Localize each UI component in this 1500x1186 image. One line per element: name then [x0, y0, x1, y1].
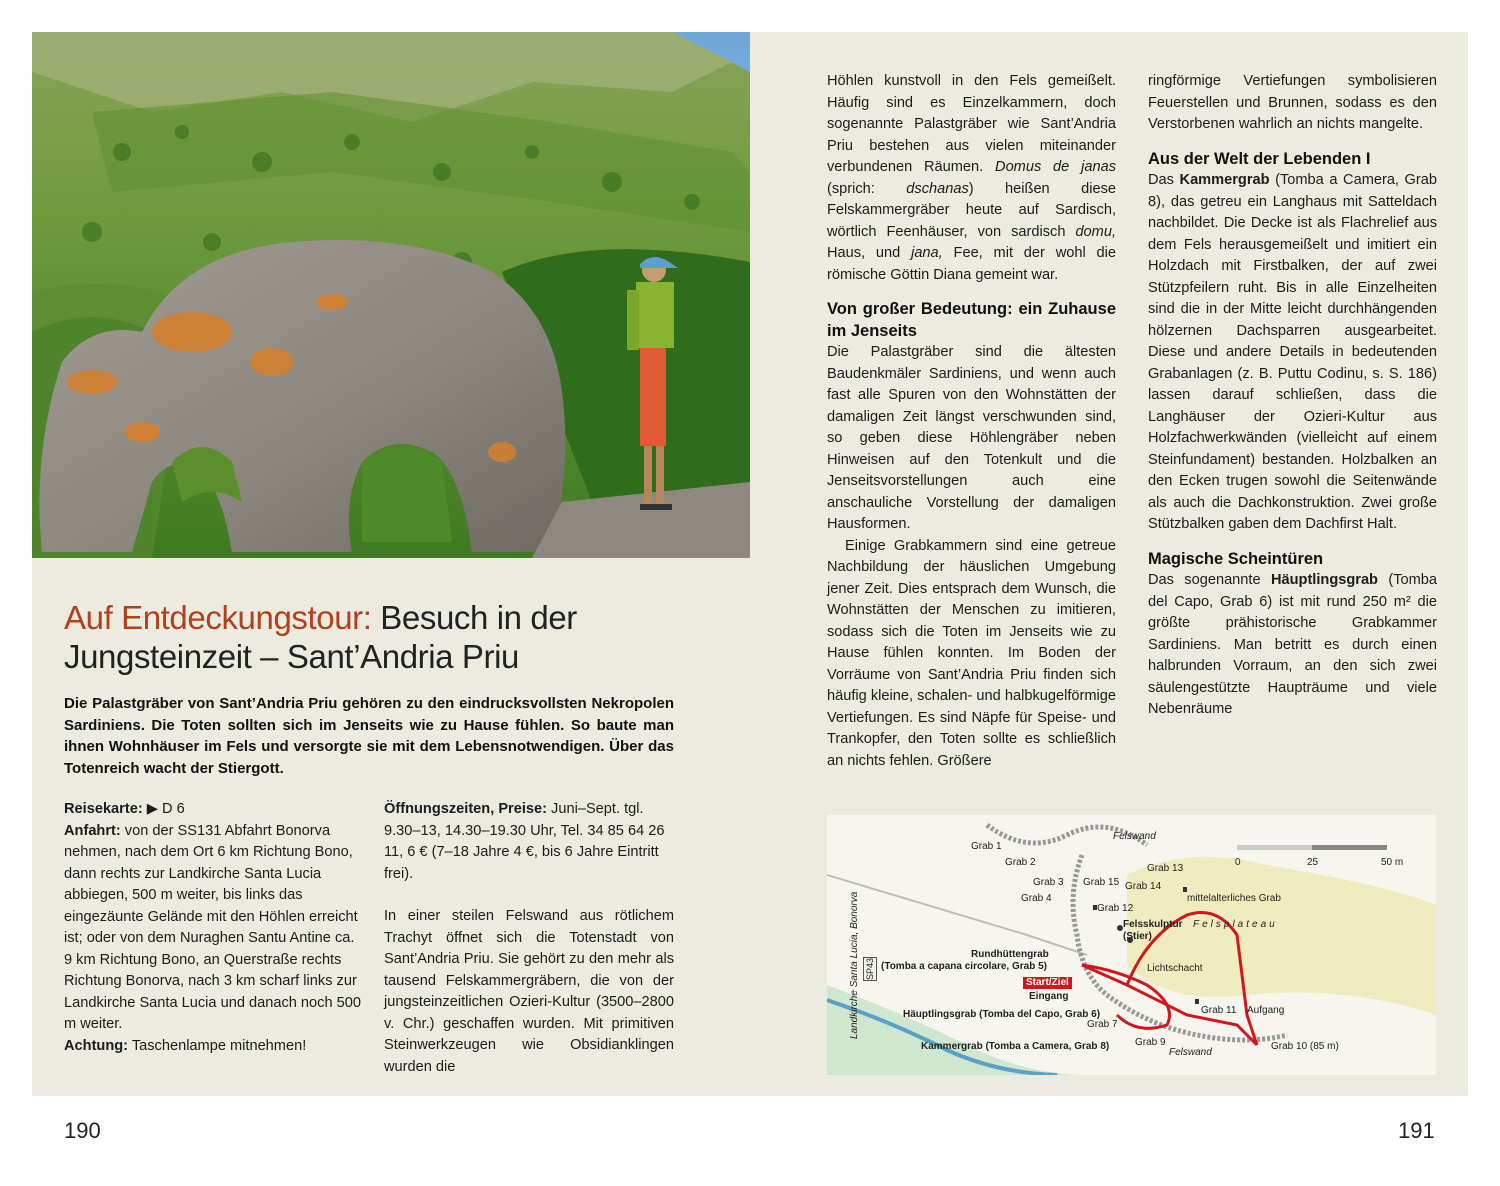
page-number-left: 190	[64, 1118, 101, 1143]
map-grab14: Grab 14	[1125, 881, 1162, 892]
map-rundhuette: Rundhüttengrab	[971, 949, 1049, 960]
map-lichtschacht: Lichtschacht	[1147, 963, 1203, 974]
info-column	[64, 799, 364, 1057]
mid-paragraph-3: Einige Grabkammern sind eine getreue Nachbildung der häuslichen Umgebung jener Zeit. Dies entsprach dem Wunsch, die Wohnstätten der Menschen zu imitieren, sodass sich die Toten im Jenseits wie zu Hause fühlen konnten. Im Boden der Vorräume von Sant’Andria Priu finden sich häufig kleine, schalen- und halbkugelförmige Vertiefungen. Es sind Näpfe für Speise- und Trankopfer, den Toten sollte es schließlich an nichts fehlen. Größere	[827, 537, 1116, 769]
map-scale-0: 0	[1235, 857, 1241, 868]
page-number-right: 191	[1398, 1118, 1435, 1143]
map-grab7: Grab 7	[1087, 1019, 1118, 1030]
map-felsskulptur: Felsskulptur	[1123, 919, 1183, 930]
map-felsplateau: Felsplateau	[1193, 919, 1278, 930]
opening-label: Öffnungszeiten, Preise:	[384, 801, 547, 817]
right-paragraph-2: Das Kammergrab (Tomba a Camera, Grab 8), das getreu ein Langhaus mit Satteldach nachbildet. Die Decke ist als Flachrelief aus dem Fels herausgemeißelt und imitiert ein Holzdach mit Firstbalken, der auf zwei Stützpfeilern ruht. Bis in alle Einzelheiten sind die in der Mitte leicht durchhängenden hölzernen Dachsparren ausgearbeitet. Diese und andere Details in bedeutenden Grabanlagen (z. B. Puttu Codinu, s. S. 186) lassen darauf schließen, dass die Langhäuser der Ozieri-Kultur aus Holzfachwerkwänden (vielleicht auf einem Steinfundament) bestanden. Holzbalken an den Ecken trugen sowohl die Seitenwände als auch die Dachkonstruktion. Zwei große Stützbalken gaben dem Dachfirst Halt.	[1148, 172, 1437, 532]
map-grab10: Grab 10 (85 m)	[1271, 1041, 1339, 1052]
achtung-label: Achtung:	[64, 1037, 129, 1054]
map-grab12: Grab 12	[1097, 903, 1134, 914]
landscape-photo	[32, 32, 750, 558]
right-column	[1148, 71, 1437, 721]
title-line2: Jungsteinzeit – Sant’Andria Priu	[64, 638, 519, 675]
right-paragraph-3: Das sogenannte Häuptlingsgrab (Tomba del Capo, Grab 6) ist mit rund 250 m² die größte prähistorische Grabkammer Sardiniens. Man betritt es durch einen halbrunden Vorraum, an den sich zwei säulengestützte Haupträume und viele Nebenräume	[1148, 572, 1437, 717]
anfahrt-text: von der SS131 Abfahrt Bonorva nehmen, nach dem Ort 6 km Richtung Bono, dann rechts zur Landkirche Santa Lucia abbiegen, 500 m weiter, bis links das eingezäunte Gelände mit den Höhlen erreicht ist; oder von dem Nuraghen Santu Antine ca. 9 km Richtung Bono, an Querstraße rechts Richtung Bonorva, nach 3 km scharf links zur Landkirche Santa Lucia und danach noch 500 m weiter.	[64, 822, 361, 1032]
mid-heading-1: Von großer Bedeutung: ein Zuhause im Jenseits	[827, 300, 1116, 340]
opening-column	[384, 799, 674, 1078]
map-kammergrab: Kammergrab (Tomba a Camera, Grab 8)	[921, 1041, 1110, 1052]
title-line1: Besuch in der	[371, 599, 577, 636]
map-felswand-top: Felswand	[1113, 831, 1156, 842]
map-scale-25: 25	[1307, 857, 1319, 868]
map-mittelalterlich: mittelalterliches Grab	[1187, 893, 1281, 904]
map-rundhuette-sub: (Tomba a capana circolare, Grab 5)	[881, 961, 1047, 972]
map-felswand-bottom: Felswand	[1169, 1047, 1212, 1058]
site-map	[827, 815, 1436, 1075]
map-grab13: Grab 13	[1147, 863, 1184, 874]
mid-paragraph-1: Höhlen kunstvoll in den Fels gemeißelt. Häufig sind es Einzelkammern, doch sogenannte Palastgräber wie Sant’Andria Priu bestehen aus vielen miteinander verbundenen Räumen. Domus de janas (sprich: dschanas) heißen diese Felskammergräber heute auf Sardisch, wörtlich Feenhäuser, von sardisch domu, Haus, und jana, Fee, mit der wohl die römische Göttin Diana gemeint war.	[827, 73, 1116, 283]
reisekarte-value: ▶ D 6	[142, 801, 185, 817]
opening-paragraph: In einer steilen Felswand aus rötlichem Trachyt öffnet sich die Totenstadt von Sant’Andria Priu. Sie gehört zu den mehr als tausend Felskammergräbern, die von der jungsteinzeitlichen Ozieri-Kultur (3500–2800 v. Chr.) geschaffen wurden. Mit primitiven Steinwerkzeugen wie Obsidianklingen wurden die	[384, 908, 674, 1075]
map-haeuptlingsgrab: Häuptlingsgrab (Tomba del Capo, Grab 6)	[903, 1009, 1101, 1020]
map-grab15: Grab 15	[1083, 877, 1120, 888]
mid-paragraph-2: Die Palastgräber sind die ältesten Baudenkmäler Sardiniens, und wenn auch fast alle Spuren von den Wohnstätten der damaligen Zeit längst verschwunden sind, so geben diese Höhlengräber neben Hinweisen auf den Totenkult und die Jenseitsvorstellungen auch eine anschauliche Vorstellung der damaligen Hausformen.	[827, 344, 1116, 532]
map-felsskulptur-stier: (Stier)	[1123, 931, 1152, 942]
map-grab9: Grab 9	[1135, 1037, 1166, 1048]
middle-column	[827, 71, 1116, 772]
map-grab4: Grab 4	[1021, 893, 1052, 904]
right-paragraph-1: ringförmige Vertiefungen symbolisieren Feuerstellen und Brunnen, sodass es den Verstorbenen wahrlich an nichts mangelte.	[1148, 73, 1437, 132]
map-grab2: Grab 2	[1005, 857, 1036, 868]
reisekarte-label: Reisekarte:	[64, 801, 143, 817]
map-aufgang: Aufgang	[1247, 1005, 1285, 1016]
article-title	[64, 598, 724, 676]
map-grab3: Grab 3	[1033, 877, 1064, 888]
right-heading-2: Magische Scheintüren	[1148, 549, 1324, 568]
map-grab11: Grab 11	[1201, 1005, 1237, 1016]
map-eingang: Eingang	[1029, 991, 1069, 1002]
achtung-text: Taschenlampe mitnehmen!	[128, 1037, 307, 1054]
map-road-label: Landkirche Santa Lucia, Bonorva	[849, 891, 860, 1039]
map-sp43: SP43	[865, 957, 875, 980]
map-grab1: Grab 1	[971, 841, 1002, 852]
lead-paragraph: Die Palastgräber von Sant’Andria Priu gehören zu den eindrucksvollsten Nekropolen Sardiniens. Die Toten sollten sich im Jenseits wie zu Hause fühlen. So baute man ihnen Wohnhäuser im Fels und versorgte sie mit dem Lebensnotwendigen. Über das Totenreich wacht der Stiergott.	[64, 695, 674, 777]
map-start-ziel: Start/Ziel	[1023, 977, 1072, 989]
right-heading-1: Aus der Welt der Lebenden I	[1148, 149, 1371, 168]
anfahrt-label: Anfahrt:	[64, 822, 121, 839]
title-kicker: Auf Entdeckungstour:	[64, 599, 372, 636]
map-scale-50: 50 m	[1381, 857, 1404, 868]
opening-text: Juni–Sept. tgl. 9.30–13, 14.30–19.30 Uhr, Tel. 34 85 64 26 11, 6 € (7–18 Jahre 4 €, bis 6 Jahre Eintritt frei).	[384, 801, 665, 882]
